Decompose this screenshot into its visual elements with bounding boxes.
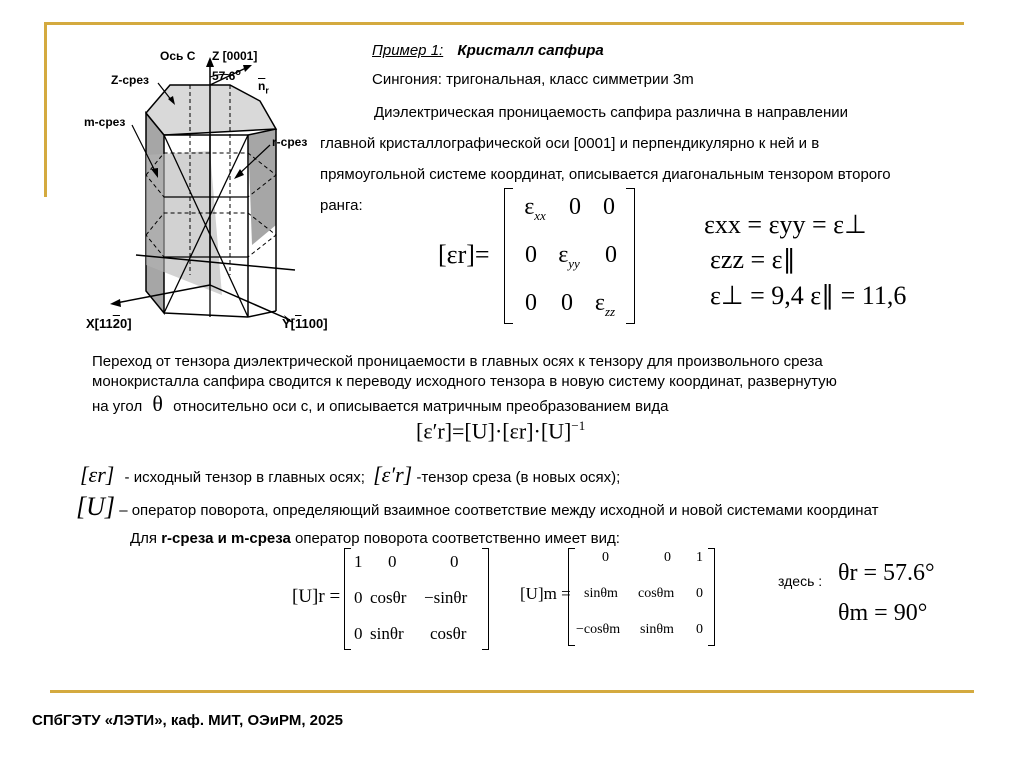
top-rule xyxy=(44,22,964,25)
relation-line-1: εxx = εyy = ε⊥ xyxy=(704,210,867,239)
body-line-1: Переход от тензора диэлектрической проницаемости в главных осях к тензору для произвольного среза xyxy=(92,353,823,370)
matrix-u-m: [U]m = 0 0 1 sinθm cosθm 0 −cosθm sinθm 0 xyxy=(520,548,720,652)
m-cut-label: m-срез xyxy=(84,115,126,129)
tensor-c32: 0 xyxy=(561,290,573,316)
z-axis-label: Z [0001] xyxy=(212,49,258,63)
transform-equation: $[\varepsilon'r]=[U]\cdot[\varepsilon r]\cdot[U]^{-1}$ xyxy=(416,418,586,444)
here-label: здесь : xyxy=(778,573,823,589)
definition-3: [U] – оператор поворота, определяющий взаимное соответствие между исходной и новой системами координат xyxy=(76,492,879,521)
tensor-c22: $\varepsilon_{yy}$ xyxy=(558,242,580,271)
relation-line-3: ε⊥ = 9,4 ε∥ = 11,6 xyxy=(710,281,907,310)
para-line-1: Диэлектрическая проницаемость сапфира различна в направлении xyxy=(374,104,849,121)
footer-text: СПбГЭТУ «ЛЭТИ», каф. МИТ, ОЭиРМ, 2025 xyxy=(32,712,344,729)
definition-1: [εr] - исходный тензор в главных осях; [ε′r] -тензор среза (в новых осях); xyxy=(80,462,621,487)
y-axis-label: Y[1100] xyxy=(282,316,328,331)
para-line-4: ранга: xyxy=(320,197,363,214)
left-rule xyxy=(44,22,47,197)
body-line-2: монокристалла сапфира сводится к переводу исходного тензора в новую систему координат, развернутую xyxy=(92,373,837,390)
relation-line-2: εzz = ε∥ xyxy=(710,245,796,274)
body-line-3: на угол θ относительно оси с, и описывается матричным преобразованием вида xyxy=(92,391,669,416)
r-cut-label: r-срез xyxy=(272,135,308,149)
theta-r-value: θr = 57.6° xyxy=(838,560,935,586)
theta-m-value: θm = 90° xyxy=(838,600,928,626)
para-line-2: главной кристаллографической оси [0001] и перпендикулярно к ней и в xyxy=(320,135,820,152)
x-axis-label: X[1120] xyxy=(86,316,132,331)
para-line-3: прямоугольной системе координат, описывается диагональным тензором второго xyxy=(320,166,891,183)
matrix-u-r: [U]r = 1 0 0 0 cosθr −sinθr 0 sinθr cosθr xyxy=(292,548,492,652)
syngony-line: Сингония: тригональная, класс симметрии 3m xyxy=(372,71,694,88)
y-axis xyxy=(210,285,290,320)
tensor-c11: $\varepsilon_{xx}$ xyxy=(524,194,546,223)
axis-c-label: Ось С xyxy=(160,49,196,63)
rm-intro: Для r-среза и m-среза оператор поворота соответственно имеет вид: xyxy=(130,530,620,547)
tensor-c33: $\varepsilon_{zz}$ xyxy=(594,290,616,319)
tensor-equation xyxy=(438,188,648,328)
tensor-c31: 0 xyxy=(525,290,537,316)
matrix-m-lhs: [U]m = xyxy=(520,584,571,603)
tensor-c12: 0 xyxy=(569,194,581,220)
example-heading: Пример 1: Кристалл сапфира xyxy=(372,42,604,59)
tensor-c23: 0 xyxy=(605,242,617,268)
nr-label: $\overline{n}_r$ xyxy=(258,79,269,96)
tensor-c21: 0 xyxy=(525,242,537,268)
crystal-diagram xyxy=(80,45,340,345)
bottom-rule xyxy=(50,690,974,693)
z-cut-label: Z-срез xyxy=(111,73,149,87)
tensor-c13: 0 xyxy=(603,194,615,220)
angle-label: 57.6$^o$ xyxy=(212,67,241,83)
matrix-r-lhs: [U]r = xyxy=(292,586,341,607)
tensor-lhs: [εr]= xyxy=(438,240,490,269)
